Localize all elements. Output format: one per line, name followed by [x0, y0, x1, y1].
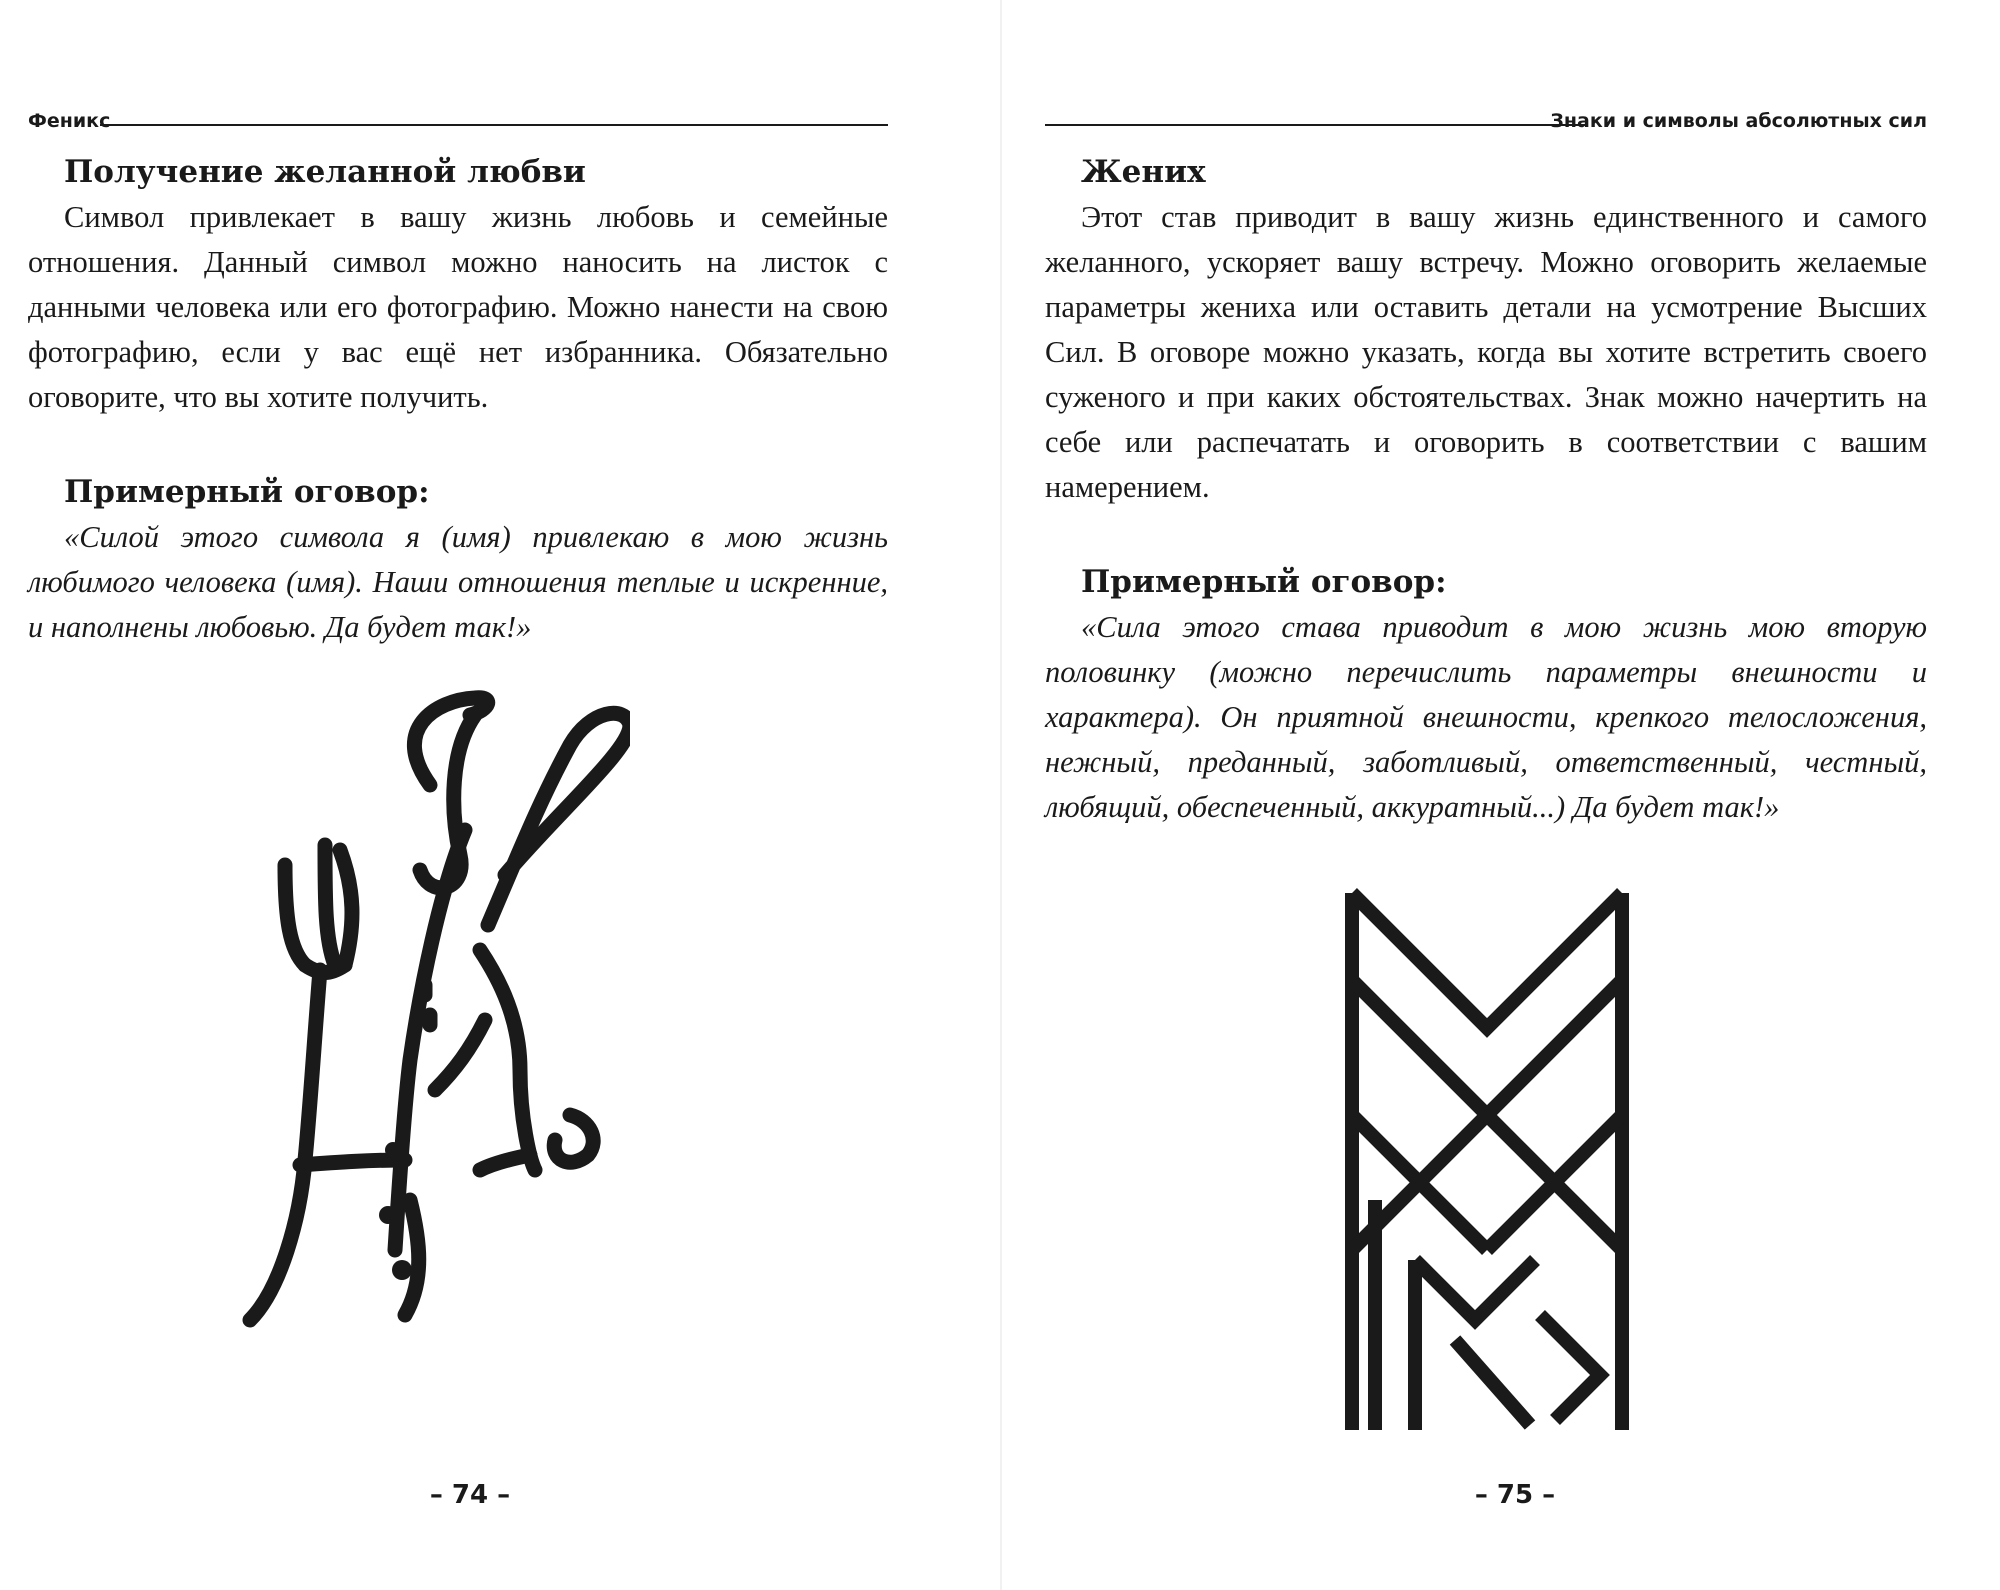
running-header-text: Знаки и символы абсолютных сил	[1550, 110, 1927, 132]
sample-heading: Примерный оговор:	[1081, 564, 1447, 600]
running-header-right	[1045, 96, 1927, 136]
love-sigil-icon	[230, 690, 630, 1350]
right-content	[1045, 150, 1927, 830]
left-content	[28, 150, 888, 650]
sample-heading: Примерный оговор:	[64, 474, 430, 510]
section-heading: Жених	[1081, 154, 1206, 190]
sample-text: «Сила этого става приводит в мою жизнь мою вторую половинку (можно перечислить параметры внешности и характера). Он приятной внешности, крепкого телосложения, нежный, преданный, заботливый, ответственный, честный, любящий, обеспеченный, аккуратный...) Да будет так!»	[1045, 610, 1927, 824]
header-rule	[1045, 124, 1587, 126]
groom-rune-stave-icon	[1340, 885, 1640, 1445]
page-number-right: – 75 –	[1474, 1480, 1556, 1510]
body-paragraph: Символ привлекает в вашу жизнь любовь и семейные отношения. Данный символ можно наносить на листок с данными человека или его фотографию. Можно нанести на свою фотографию, если у вас ещё нет избранника. Обязательно оговорите, что вы хотите получить.	[28, 200, 888, 414]
right-page	[1000, 0, 2000, 1590]
running-header-text: Феникс	[28, 110, 111, 132]
section-heading: Получение желанной любви	[64, 154, 586, 190]
sample-text: «Силой этого символа я (имя) привлекаю в мою жизнь любимого человека (имя). Наши отношения теплые и искренние, и наполнены любовью. Да будет так!»	[28, 520, 888, 644]
running-header-left	[28, 96, 888, 136]
body-paragraph: Этот став приводит в вашу жизнь единственного и самого желанного, ускоряет вашу встречу. Можно оговорить желаемые параметры жениха или оставить детали на усмотрение Высших Сил. В оговоре можно указать, когда вы хотите встретить своего суженого и при каких обстоятельствах. Знак можно начертить на себе или распечатать и оговорить в соответствии с вашим намерением.	[1045, 200, 1927, 504]
header-rule	[100, 124, 888, 126]
page-number-left: – 74 –	[429, 1480, 511, 1510]
